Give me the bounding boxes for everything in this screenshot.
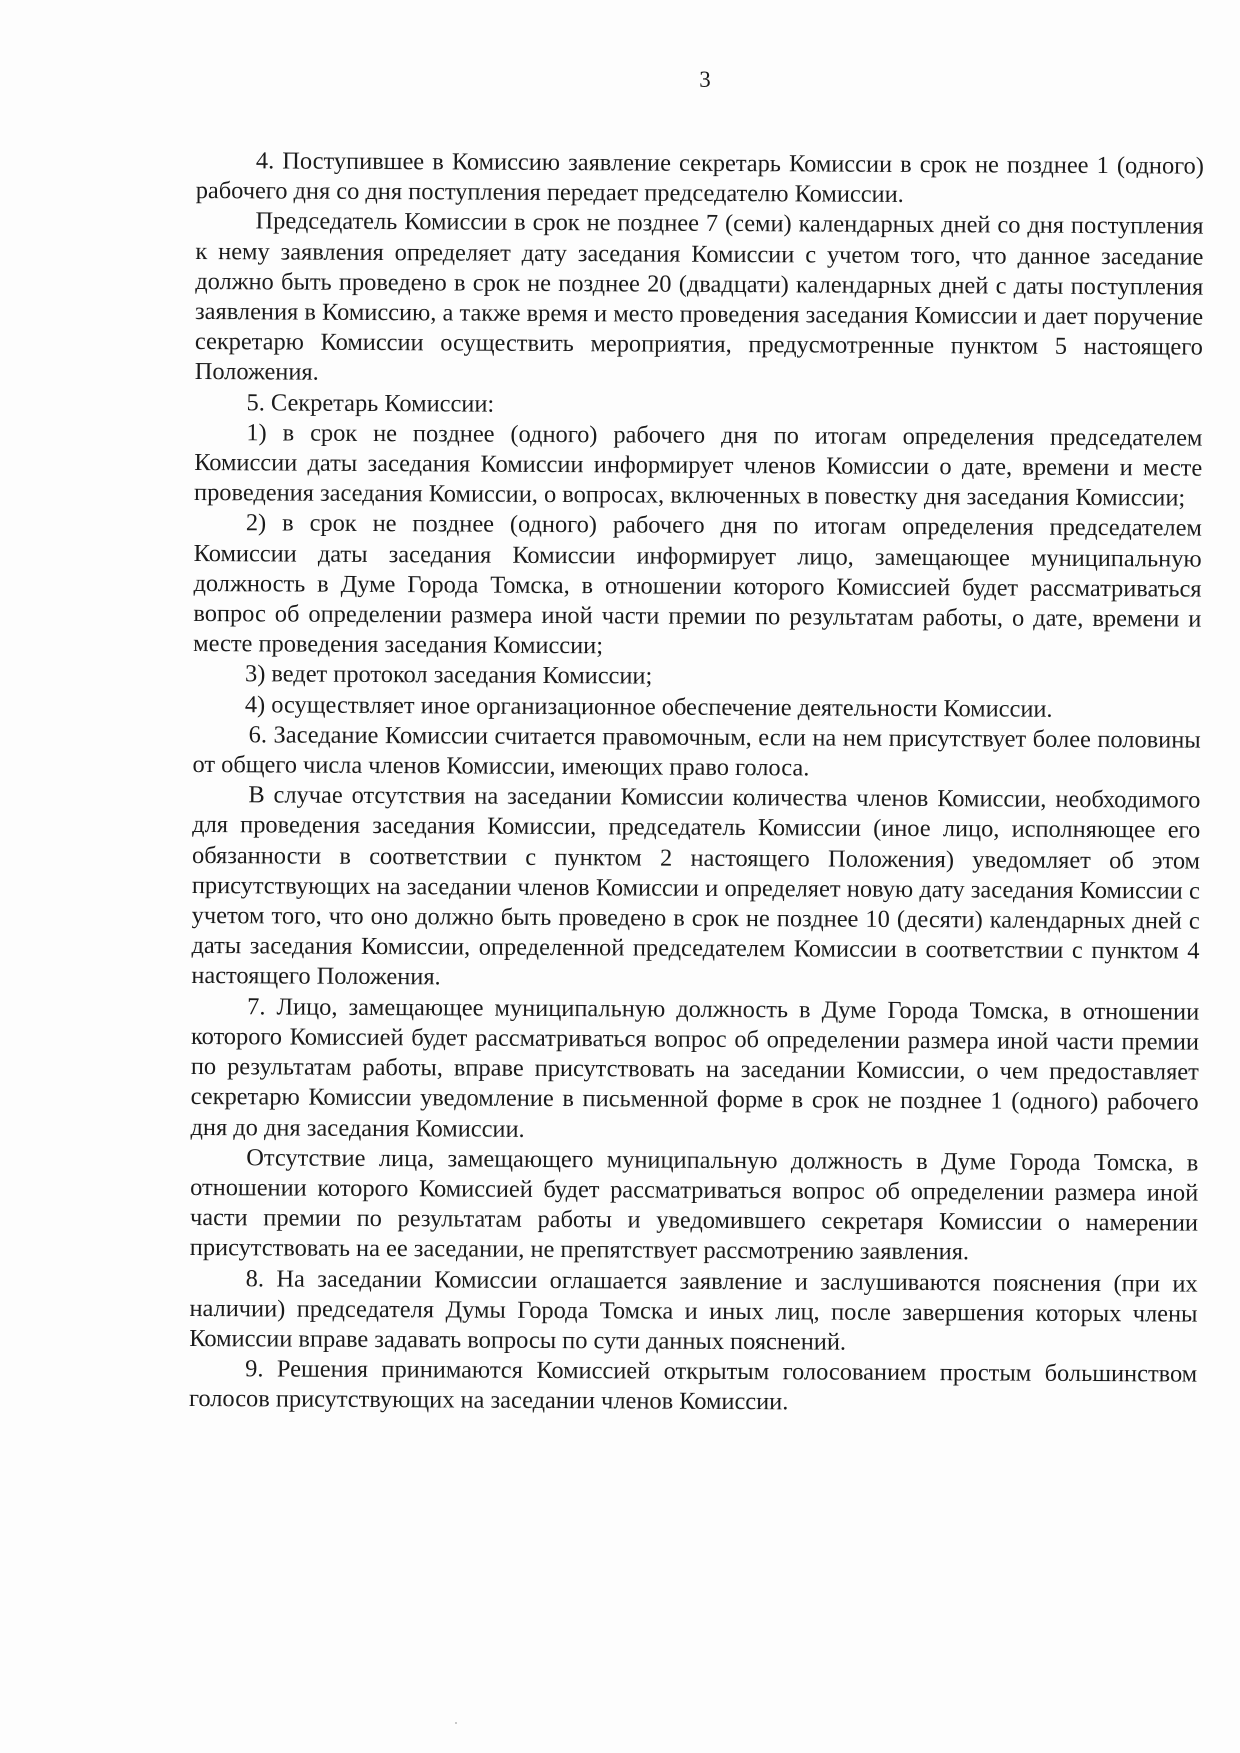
document-body: [189, 146, 1204, 1420]
paragraph-5-item-4: 4) осуществляет иное организационное обеспечение деятельности Комиссии.: [244, 690, 1053, 723]
paragraph-7: 7. Лицо, замещающее муниципальную должность в Думе Города Томска, в отношении которого Комиссией будет рассматриваться вопрос об определении размера иной части премии по результатам работы, вправе присутствовать на заседании Комиссии, о чем предоставляет секретарю Комиссии уведомление в письменной форме в срок не позднее 1 (одного) рабочего дня до дня заседания Комиссии.: [190, 992, 1200, 1143]
paragraph-6: 6. Заседание Комиссии считается правомочным, если на нем присутствует более половины от общего числа членов Комиссии, имеющих право голоса.: [192, 721, 1201, 782]
paragraph-5-item-1: 1) в срок не позднее (одного) рабочего дня по итогам определения председателем Комиссии даты заседания Комиссии информирует членов Комиссии о дате, времени и месте проведения заседания Комиссии, о вопросах, включенных в повестку дня заседания Комиссии;: [193, 419, 1203, 512]
paragraph-9: 9. Решения принимаются Комиссией открытым голосованием простым большинством голосов присутствующих на заседании членов Комиссии.: [188, 1355, 1198, 1416]
scan-artifact: [455, 1722, 457, 1724]
page-number: 3: [699, 67, 711, 92]
paragraph-5: 5. Секретарь Комиссии:: [246, 388, 495, 418]
paragraph-6-absence: В случае отсутствия на заседании Комиссии количества членов Комиссии, необходимого для проведения заседания Комиссии, председатель Комиссии (иное лицо, исполняющее его обязанности в соответствии с пунктом 2 настоящего Положения) уведомляет об этом присутствующих на заседании членов Комиссии и определяет новую дату заседания Комиссии с учетом того, что оно должно быть проведено в срок не позднее 10 (десяти) календарных дней с даты заседания Комиссии, определенной председателем Комиссии в соответствии с пунктом 4 настоящего Положения.: [191, 781, 1201, 991]
paragraph-5-item-2: 2) в срок не позднее (одного) рабочего дня по итогам определения председателем Комиссии даты заседания Комиссии информирует лицо, замещающее муниципальную должность в Думе Города Томска, в отношении которого Комиссией будет рассматриваться вопрос об определении размера иной части премии по результатам работы, о дате, времени и месте проведения заседания Комиссии;: [193, 509, 1202, 660]
paragraph-7-absence: Отсутствие лица, замещающего муниципальную должность в Думе Города Томска, в отношении которого Комиссией будет рассматриваться вопрос об определении размера иной части премии по результатам работы и уведомившего секретаря Комиссии о намерении присутствовать на ее заседании, не препятствует рассмотрению заявления.: [189, 1144, 1199, 1266]
paragraph-4-chairman: Председатель Комиссии в срок не позднее 7 (семи) календарных дней со дня поступления к нему заявления определяет дату заседания Комиссии с учетом того, что данное заседание должно быть проведено в срок не позднее 20 (двадцати) календарных дней с даты поступления заявления в Комиссию, а также время и место проведения заседания Комиссии и дает поручение секретарю Комиссии осуществить мероприятия, предусмотренные пунктом 5 настоящего Положения.: [194, 207, 1204, 387]
paragraph-8: 8. На заседании Комиссии оглашается заявление и заслушиваются пояснения (при их наличии) председателя Думы Города Томска и иных лиц, после завершения которых члены Комиссии вправе задавать вопросы по сути данных пояснений.: [189, 1264, 1198, 1356]
paragraph-5-item-3: 3) ведет протокол заседания Комиссии;: [244, 660, 653, 691]
paragraph-4: 4. Поступившее в Комиссию заявление секретарь Комиссии в срок не позднее 1 (одного) рабочего дня со дня поступления передает председателю Комиссии.: [195, 147, 1204, 209]
